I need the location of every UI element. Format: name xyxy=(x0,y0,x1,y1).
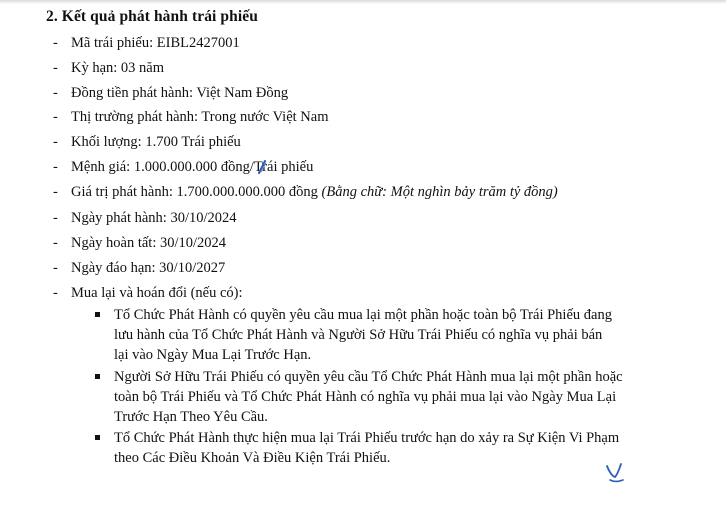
dash-marker: - xyxy=(53,184,58,200)
bullet-line: Người Sở Hữu Trái Phiếu có quyền yêu cầu Tổ Chức Phát Hành mua lại một phần hoặc xyxy=(114,369,623,385)
dash-marker: - xyxy=(53,35,58,51)
dash-marker: - xyxy=(53,60,58,76)
scan-edge-shadow xyxy=(0,0,726,4)
bullet-line: Tổ Chức Phát Hành thực hiện mua lại Trái Phiếu trước hạn do xảy ra Sự Kiện Vi Phạm xyxy=(114,430,620,446)
dash-marker: - xyxy=(53,109,58,125)
item-text: Kỳ hạn: 03 năm xyxy=(71,60,165,76)
item-text xyxy=(71,181,558,203)
dash-marker: - xyxy=(53,210,58,226)
issue-value-amount: Giá trị phát hành: 1.700.000.000.000 đồng xyxy=(71,184,322,200)
dash-marker: - xyxy=(53,285,58,301)
item-text: Mua lại và hoán đổi (nếu có): xyxy=(71,285,243,301)
bullet-line: theo Các Điều Khoản Và Điều Kiện Trái Phiếu. xyxy=(114,450,391,466)
square-bullet-icon xyxy=(95,312,100,317)
item-text: Đồng tiền phát hành: Việt Nam Đồng xyxy=(71,85,289,101)
bullet-line: toàn bộ Trái Phiếu và Tổ Chức Phát Hành có nghĩa vụ phải mua lại vào Ngày Mua Lại xyxy=(114,389,617,405)
dash-marker: - xyxy=(53,85,58,101)
item-text: Ngày phát hành: 30/10/2024 xyxy=(71,210,237,226)
item-text: Thị trường phát hành: Trong nước Việt Nam xyxy=(71,109,329,125)
bullet-line: Trước Hạn Theo Yêu Cầu. xyxy=(114,409,268,425)
item-text: Mã trái phiếu: EIBL2427001 xyxy=(71,35,240,51)
bullet-line: Tổ Chức Phát Hành có quyền yêu cầu mua lại một phần hoặc toàn bộ Trái Phiếu đang xyxy=(114,307,612,323)
square-bullet-icon xyxy=(95,435,100,440)
dash-marker: - xyxy=(53,235,58,251)
section-heading: 2. Kết quả phát hành trái phiếu xyxy=(46,8,258,25)
dash-marker: - xyxy=(53,134,58,150)
pen-slash-mark-icon xyxy=(257,160,267,174)
item-text: Khối lượng: 1.700 Trái phiếu xyxy=(71,134,241,150)
item-text: Ngày hoàn tất: 30/10/2024 xyxy=(71,235,227,251)
item-text: Ngày đáo hạn: 30/10/2027 xyxy=(71,260,226,276)
dash-marker: - xyxy=(53,159,58,175)
item-text: Mệnh giá: 1.000.000.000 đồng/Trái phiếu xyxy=(71,159,314,175)
bullet-line: lưu hành của Tổ Chức Phát Hành và Người Sở Hữu Trái Phiếu có nghĩa vụ phải bán xyxy=(114,327,603,343)
issue-value-in-words: (Bằng chữ: Một nghìn bảy trăm tỷ đồng) xyxy=(321,184,558,200)
dash-marker: - xyxy=(53,260,58,276)
bullet-line: lại vào Ngày Mua Lại Trước Hạn. xyxy=(114,347,312,363)
square-bullet-icon xyxy=(95,374,100,379)
handwritten-check-icon xyxy=(604,458,628,484)
